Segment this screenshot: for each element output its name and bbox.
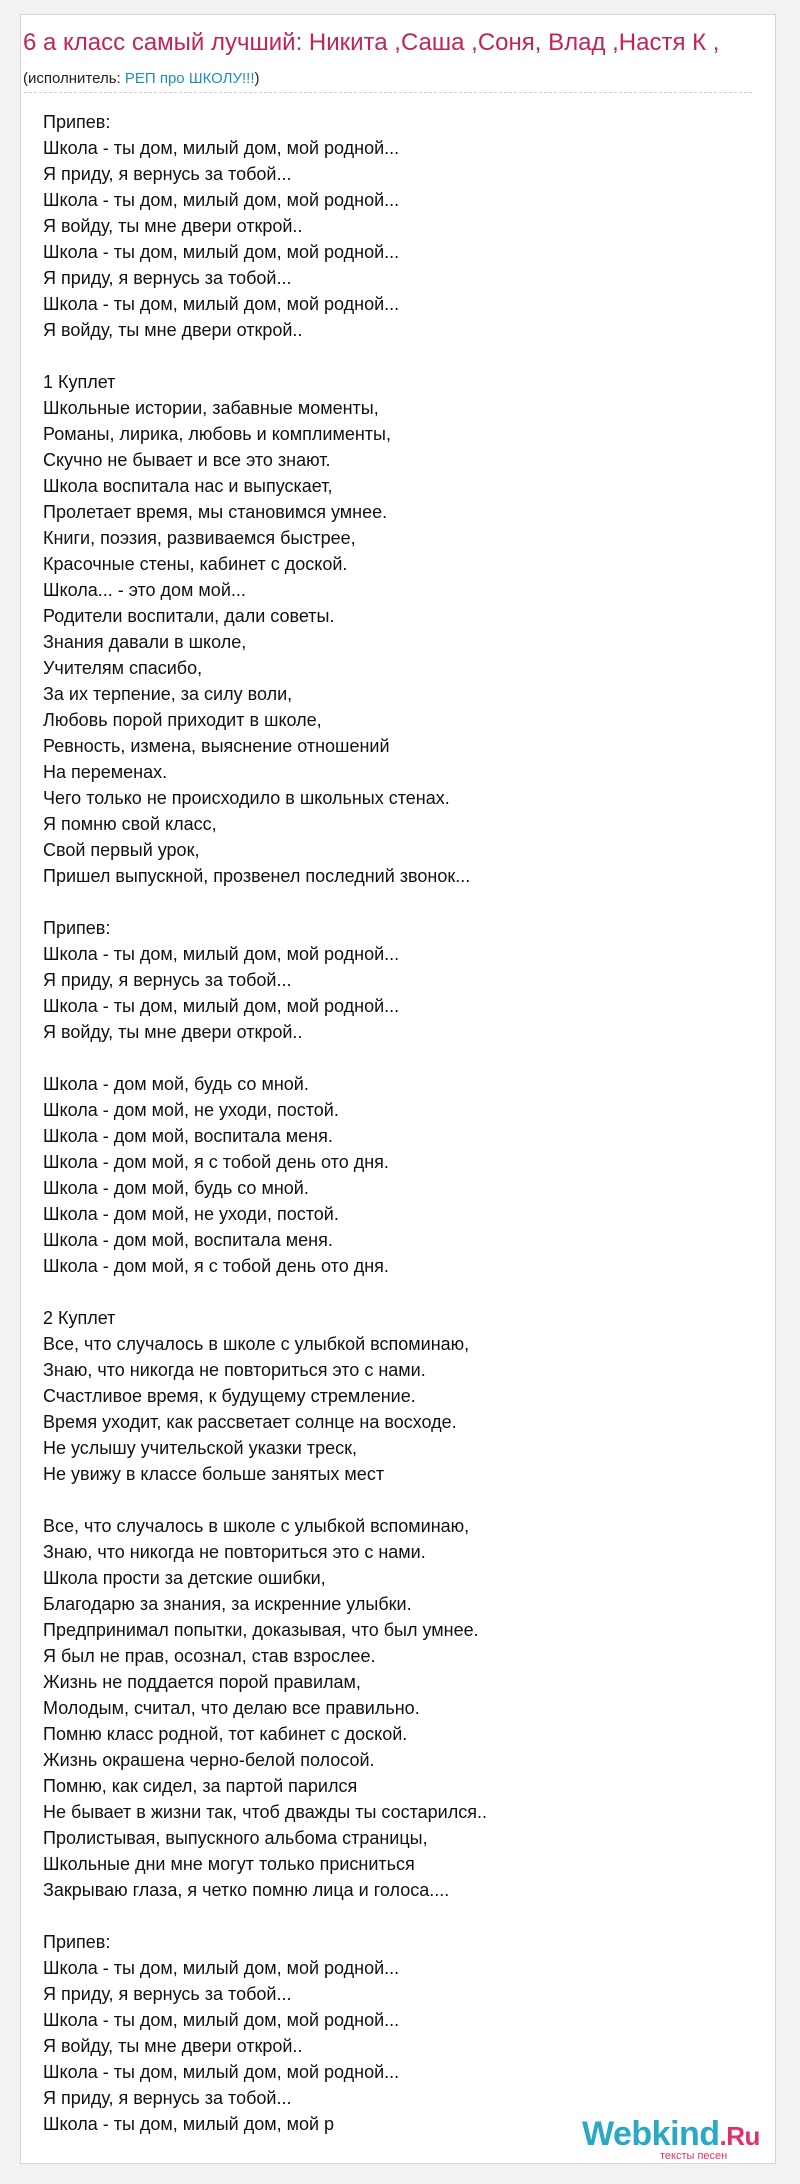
lyrics-blank-line (43, 343, 743, 369)
lyrics-line: Родители воспитали, дали советы. (43, 606, 335, 626)
lyrics-line: Помню класс родной, тот кабинет с доской. (43, 1724, 408, 1744)
lyrics-line: Пролетает время, мы становимся умнее. (43, 502, 388, 522)
lyrics-blank-line (43, 1487, 743, 1513)
lyrics-line: Припев: (43, 1932, 111, 1952)
lyrics-line: Все, что случалось в школе с улыбкой вспоминаю, (43, 1334, 470, 1354)
lyrics-line: Школа прости за детские ошибки, (43, 1568, 326, 1588)
lyrics-blank-line (43, 1903, 743, 1929)
logo-name: Webkind (582, 2115, 720, 2153)
lyrics-line: Я войду, ты мне двери открой.. (43, 1022, 303, 1042)
lyrics-line: Учителям спасибо, (43, 658, 203, 678)
logo-tld: .Ru (719, 2121, 760, 2151)
lyrics-line: Припев: (43, 918, 111, 938)
lyrics-blank-line (43, 1279, 743, 1305)
title-divider (24, 92, 752, 93)
lyrics-line: Школа - дом мой, я с тобой день ото дня. (43, 1256, 389, 1276)
lyrics-line: Счастливое время, к будущему стремление. (43, 1386, 416, 1406)
lyrics-line: Я приду, я вернусь за тобой... (43, 970, 292, 990)
lyrics-line: Школа - дом мой, воспитала меня. (43, 1126, 333, 1146)
artist-info-open: (исполнитель: (23, 70, 125, 87)
lyrics-line: Знания давали в школе, (43, 632, 247, 652)
lyrics-line: Школа - ты дом, милый дом, мой родной... (43, 944, 400, 964)
lyrics-line: За их терпение, за силу воли, (43, 684, 293, 704)
lyrics-line: Я войду, ты мне двери открой.. (43, 2036, 303, 2056)
lyrics-line: Школа воспитала нас и выпускает, (43, 476, 333, 496)
page-title: 6 а класс самый лучший: Никита ,Саша ,Соня, Влад ,Настя К , (23, 29, 720, 56)
artist-info-close: ) (254, 70, 260, 87)
lyrics-line: Свой первый урок, (43, 840, 200, 860)
lyrics-line: Я приду, я вернусь за тобой... (43, 164, 292, 184)
song-link[interactable]: ШКОЛУ!!! (188, 70, 255, 87)
lyrics-line: Школьные дни мне могут только присниться (43, 1854, 415, 1874)
lyrics-text (43, 109, 743, 2137)
lyrics-line: Жизнь не поддается порой правилам, (43, 1672, 361, 1692)
lyrics-line: Закрываю глаза, я четко помню лица и голоса.... (43, 1880, 450, 1900)
lyrics-line: Молодым, считал, что делаю все правильно. (43, 1698, 420, 1718)
lyrics-line: Помню, как сидел, за партой парился (43, 1776, 358, 1796)
lyrics-line: Пришел выпускной, прозвенел последний звонок... (43, 866, 471, 886)
lyrics-line: Школа - дом мой, не уходи, постой. (43, 1204, 339, 1224)
lyrics-line: 2 Куплет (43, 1308, 116, 1328)
lyrics-line: Я войду, ты мне двери открой.. (43, 216, 303, 236)
lyrics-line: Школьные истории, забавные моменты, (43, 398, 379, 418)
lyrics-line: Школа - дом мой, я с тобой день ото дня. (43, 1152, 389, 1172)
lyrics-line: Скучно не бывает и все это знают. (43, 450, 331, 470)
artist-info (23, 70, 260, 88)
lyrics-line: Знаю, что никогда не повториться это с нами. (43, 1360, 426, 1380)
lyrics-line: Любовь порой приходит в школе, (43, 710, 322, 730)
lyrics-line: Припев: (43, 112, 111, 132)
lyrics-line: Школа - ты дом, милый дом, мой родной... (43, 996, 400, 1016)
lyrics-line: Романы, лирика, любовь и комплименты, (43, 424, 391, 444)
lyrics-blank-line (43, 889, 743, 915)
logo-tagline: тексты песен (660, 2150, 728, 2162)
lyrics-line: Я был не прав, осознал, став взрослее. (43, 1646, 376, 1666)
lyrics-line: Школа - ты дом, милый дом, мой родной... (43, 1958, 400, 1978)
lyrics-line: Я приду, я вернусь за тобой... (43, 1984, 292, 2004)
logo-wordmark (582, 2116, 772, 2154)
lyrics-line: Красочные стены, кабинет с доской. (43, 554, 348, 574)
lyrics-line: Не бывает в жизни так, чтоб дважды ты состарился.. (43, 1802, 487, 1822)
lyrics-line: Школа - ты дом, милый дом, мой родной... (43, 242, 400, 262)
lyrics-line: Школа - ты дом, милый дом, мой родной... (43, 294, 400, 314)
lyrics-line: Знаю, что никогда не повториться это с нами. (43, 1542, 426, 1562)
lyrics-line: Школа - ты дом, милый дом, мой р (43, 2114, 335, 2134)
lyrics-line: Книги, поэзия, развиваемся быстрее, (43, 528, 356, 548)
lyrics-line: Школа - ты дом, милый дом, мой родной... (43, 190, 400, 210)
lyrics-line: Предпринимал попытки, доказывая, что был умнее. (43, 1620, 479, 1640)
lyrics-line: Ревность, измена, выяснение отношений (43, 736, 390, 756)
lyrics-line: Я приду, я вернусь за тобой... (43, 268, 292, 288)
lyrics-line: Не услышу учительской указки треск, (43, 1438, 358, 1458)
lyrics-line: Не увижу в классе больше занятых мест (43, 1464, 385, 1484)
lyrics-blank-line (43, 1045, 743, 1071)
lyrics-line: Школа... - это дом мой... (43, 580, 246, 600)
artist-info-middle: про (155, 70, 189, 87)
lyrics-line: Все, что случалось в школе с улыбкой вспоминаю, (43, 1516, 470, 1536)
lyrics-line: Школа - ты дом, милый дом, мой родной... (43, 2062, 400, 2082)
lyrics-line: Школа - дом мой, не уходи, постой. (43, 1100, 339, 1120)
lyrics-line: Школа - ты дом, милый дом, мой родной... (43, 138, 400, 158)
lyrics-line: Жизнь окрашена черно-белой полосой. (43, 1750, 375, 1770)
lyrics-line: Школа - ты дом, милый дом, мой родной... (43, 2010, 400, 2030)
lyrics-line: Школа - дом мой, воспитала меня. (43, 1230, 333, 1250)
site-logo[interactable] (582, 2116, 772, 2164)
lyrics-line: 1 Куплет (43, 372, 116, 392)
lyrics-line: Пролистывая, выпускного альбома страницы, (43, 1828, 428, 1848)
lyrics-line: Чего только не происходило в школьных стенах. (43, 788, 450, 808)
lyrics-line: Школа - дом мой, будь со мной. (43, 1074, 309, 1094)
lyrics-line: Я войду, ты мне двери открой.. (43, 320, 303, 340)
lyrics-line: На переменах. (43, 762, 168, 782)
lyrics-line: Школа - дом мой, будь со мной. (43, 1178, 309, 1198)
lyrics-line: Я помню свой класс, (43, 814, 217, 834)
artist-link[interactable]: РЕП (124, 70, 156, 87)
lyrics-line: Время уходит, как рассветает солнце на восходе. (43, 1412, 457, 1432)
lyrics-line: Благодарю за знания, за искренние улыбки. (43, 1594, 412, 1614)
lyrics-line: Я приду, я вернусь за тобой... (43, 2088, 292, 2108)
